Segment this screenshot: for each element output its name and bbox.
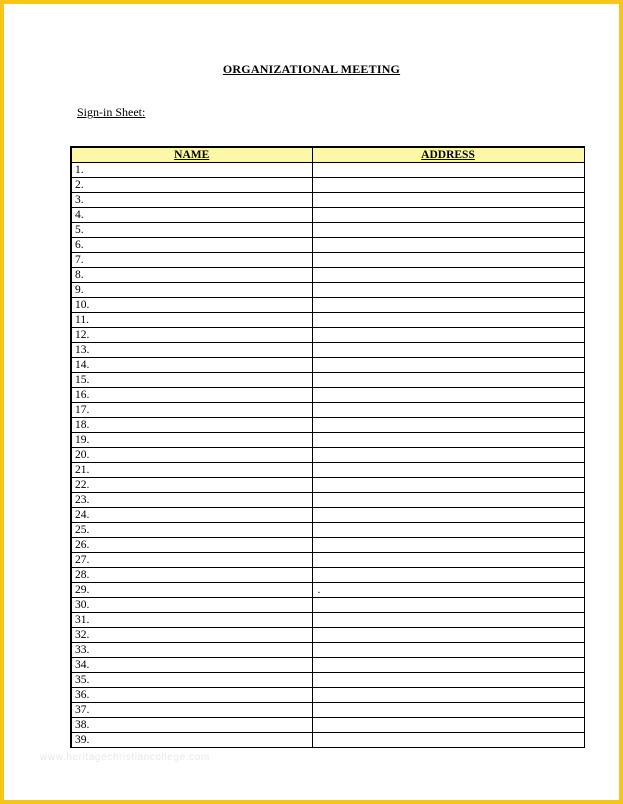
table-row [71,358,584,373]
address-cell[interactable] [312,238,584,253]
table-row [71,583,584,598]
table-row [71,163,584,178]
name-cell[interactable]: 2. [71,178,312,193]
address-cell[interactable] [312,448,584,463]
address-cell[interactable] [312,493,584,508]
table-row [71,523,584,538]
name-cell[interactable]: 10. [71,298,312,313]
column-header-address: ADDRESS [312,147,584,163]
address-cell[interactable] [312,313,584,328]
name-cell[interactable]: 8. [71,268,312,283]
name-cell[interactable]: 9. [71,283,312,298]
table-row [71,268,584,283]
table-row [71,448,584,463]
table-row [71,238,584,253]
table-row [71,298,584,313]
table-row [71,688,584,703]
table-row [71,283,584,298]
name-cell[interactable]: 29. [71,583,312,598]
address-cell[interactable] [312,193,584,208]
address-cell[interactable] [312,628,584,643]
table-row [71,478,584,493]
address-cell[interactable] [312,223,584,238]
name-cell[interactable]: 20. [71,448,312,463]
name-cell[interactable]: 22. [71,478,312,493]
table-header-row [71,147,584,163]
table-row [71,328,584,343]
address-cell[interactable] [312,418,584,433]
name-cell[interactable]: 17. [71,403,312,418]
name-cell[interactable]: 34. [71,658,312,673]
address-cell[interactable] [312,643,584,658]
address-cell[interactable] [312,253,584,268]
name-cell[interactable]: 4. [71,208,312,223]
table-row [71,223,584,238]
address-cell[interactable] [312,178,584,193]
table-row [71,553,584,568]
name-cell[interactable]: 38. [71,718,312,733]
table-row [71,388,584,403]
name-cell[interactable]: 23. [71,493,312,508]
table-row [71,733,584,748]
table-row [71,208,584,223]
address-cell[interactable] [312,283,584,298]
address-cell[interactable] [312,613,584,628]
table-row [71,718,584,733]
table-row [71,568,584,583]
name-cell[interactable]: 6. [71,238,312,253]
address-cell[interactable] [312,673,584,688]
name-cell[interactable]: 15. [71,373,312,388]
table-row [71,538,584,553]
table-row [71,598,584,613]
watermark: www.heritagechristiancollege.com [40,752,210,763]
name-cell[interactable]: 37. [71,703,312,718]
table-row [71,178,584,193]
name-cell[interactable]: 24. [71,508,312,523]
name-cell[interactable]: 30. [71,598,312,613]
address-cell[interactable] [312,508,584,523]
address-cell[interactable] [312,298,584,313]
table-row [71,508,584,523]
sign-in-sheet-label: Sign-in Sheet: [77,105,146,119]
address-cell[interactable] [312,658,584,673]
table-row [71,613,584,628]
address-cell[interactable] [312,328,584,343]
address-cell[interactable] [312,163,584,178]
address-cell[interactable] [312,598,584,613]
name-cell[interactable]: 3. [71,193,312,208]
table-row [71,493,584,508]
table-row [71,193,584,208]
table-body [71,163,584,748]
table-row [71,403,584,418]
name-cell[interactable]: 32. [71,628,312,643]
name-cell[interactable]: 31. [71,613,312,628]
table-row [71,643,584,658]
address-cell[interactable] [312,373,584,388]
name-cell[interactable]: 5. [71,223,312,238]
table-row [71,673,584,688]
address-cell[interactable] [312,538,584,553]
name-cell[interactable]: 18. [71,418,312,433]
address-cell[interactable] [312,268,584,283]
table-row [71,343,584,358]
address-cell[interactable] [312,703,584,718]
name-cell[interactable]: 35. [71,673,312,688]
name-cell[interactable]: 14. [71,358,312,373]
address-cell[interactable] [312,403,584,418]
address-cell[interactable] [312,343,584,358]
address-cell[interactable] [312,433,584,448]
address-cell[interactable] [312,463,584,478]
address-cell[interactable] [312,208,584,223]
name-cell[interactable]: 26. [71,538,312,553]
address-cell[interactable] [312,733,584,748]
table-row [71,628,584,643]
name-cell[interactable]: 11. [71,313,312,328]
name-cell[interactable]: 1. [71,163,312,178]
address-cell[interactable] [312,553,584,568]
name-cell[interactable]: 16. [71,388,312,403]
document-title: ORGANIZATIONAL MEETING [222,62,401,76]
sign-in-table [70,146,585,748]
name-cell[interactable]: 12. [71,328,312,343]
address-cell[interactable]: . [312,583,584,598]
address-cell[interactable] [312,358,584,373]
table-row [71,658,584,673]
name-cell[interactable]: 36. [71,688,312,703]
name-cell[interactable]: 19. [71,433,312,448]
table-row [71,463,584,478]
address-cell[interactable] [312,718,584,733]
name-cell[interactable]: 39. [71,733,312,748]
address-cell[interactable] [312,388,584,403]
address-cell[interactable] [312,478,584,493]
table-row [71,703,584,718]
name-cell[interactable]: 13. [71,343,312,358]
name-cell[interactable]: 21. [71,463,312,478]
name-cell[interactable]: 25. [71,523,312,538]
name-cell[interactable]: 33. [71,643,312,658]
table-row [71,253,584,268]
address-cell[interactable] [312,523,584,538]
column-header-name: NAME [71,147,312,163]
table-row [71,373,584,388]
name-cell[interactable]: 7. [71,253,312,268]
address-cell[interactable] [312,568,584,583]
table-row [71,433,584,448]
address-cell[interactable] [312,688,584,703]
name-cell[interactable]: 27. [71,553,312,568]
table-row [71,313,584,328]
name-cell[interactable]: 28. [71,568,312,583]
table-row [71,418,584,433]
